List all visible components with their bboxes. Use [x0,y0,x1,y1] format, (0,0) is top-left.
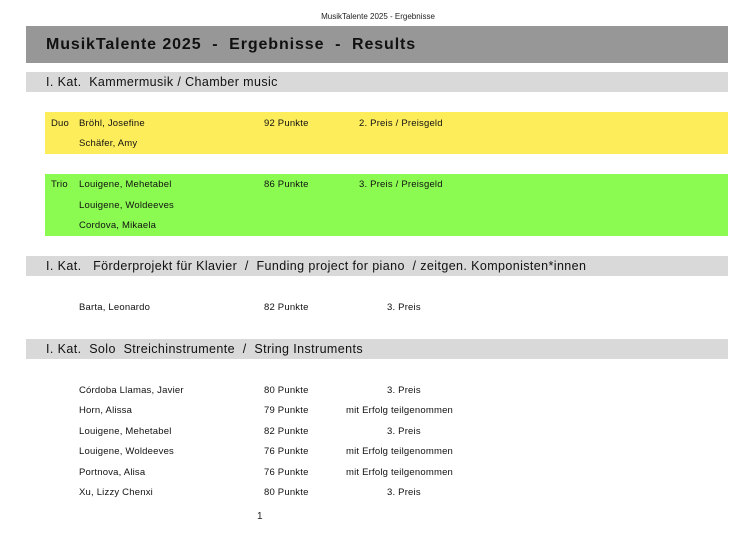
participant-name: Barta, Leonardo [79,302,151,313]
participant-points: 79 Punkte [264,405,309,416]
participant-result: mit Erfolg teilgenommen [346,467,454,478]
group-label-trio: Trio [51,179,68,190]
participant-points: 86 Punkte [264,179,309,190]
section-header-piano-funding [26,256,728,276]
participant-name: Bröhl, Josefine [79,118,145,129]
section-title: I. Kat. Kammermusik / Chamber music [46,75,278,89]
participant-name: Louigene, Mehetabel [79,426,172,437]
participant-result: 3. Preis [387,302,421,313]
document-header: MusikTalente 2025 - Ergebnisse [321,12,435,21]
participant-name: Louigene, Mehetabel [79,179,172,190]
participant-name: Horn, Alissa [79,405,133,416]
group-label-duo: Duo [51,118,70,129]
participant-points: 80 Punkte [264,487,309,498]
participant-name: Portnova, Alisa [79,467,146,478]
participant-points: 82 Punkte [264,426,309,437]
participant-name: Schäfer, Amy [79,138,138,149]
section-header-string-instruments [26,339,728,359]
participant-points: 76 Punkte [264,467,309,478]
participant-name: Cordova, Mikaela [79,220,157,231]
title-bar [26,26,728,63]
participant-points: 80 Punkte [264,385,309,396]
page-number: 1 [257,511,263,522]
participant-result: mit Erfolg teilgenommen [346,405,454,416]
participant-result: 3. Preis [387,426,421,437]
participant-name: Louigene, Woldeeves [79,200,174,211]
participant-name: Xu, Lizzy Chenxi [79,487,153,498]
section-title: I. Kat. Solo Streichinstrumente / String Instruments [46,342,363,356]
participant-result: 3. Preis / Preisgeld [359,179,443,190]
participant-name: Córdoba Llamas, Javier [79,385,184,396]
participant-points: 82 Punkte [264,302,309,313]
participant-points: 76 Punkte [264,446,309,457]
participant-result: 3. Preis [387,385,421,396]
participant-points: 92 Punkte [264,118,309,129]
participant-result: 3. Preis [387,487,421,498]
participant-name: Louigene, Woldeeves [79,446,174,457]
participant-result: 2. Preis / Preisgeld [359,118,443,129]
section-title: I. Kat. Förderprojekt für Klavier / Funding project for piano / zeitgen. Komponisten*innen [46,259,587,273]
page-title: MusikTalente 2025 - Ergebnisse - Results [46,36,417,53]
section-header-chamber-music [26,72,728,92]
participant-result: mit Erfolg teilgenommen [346,446,454,457]
